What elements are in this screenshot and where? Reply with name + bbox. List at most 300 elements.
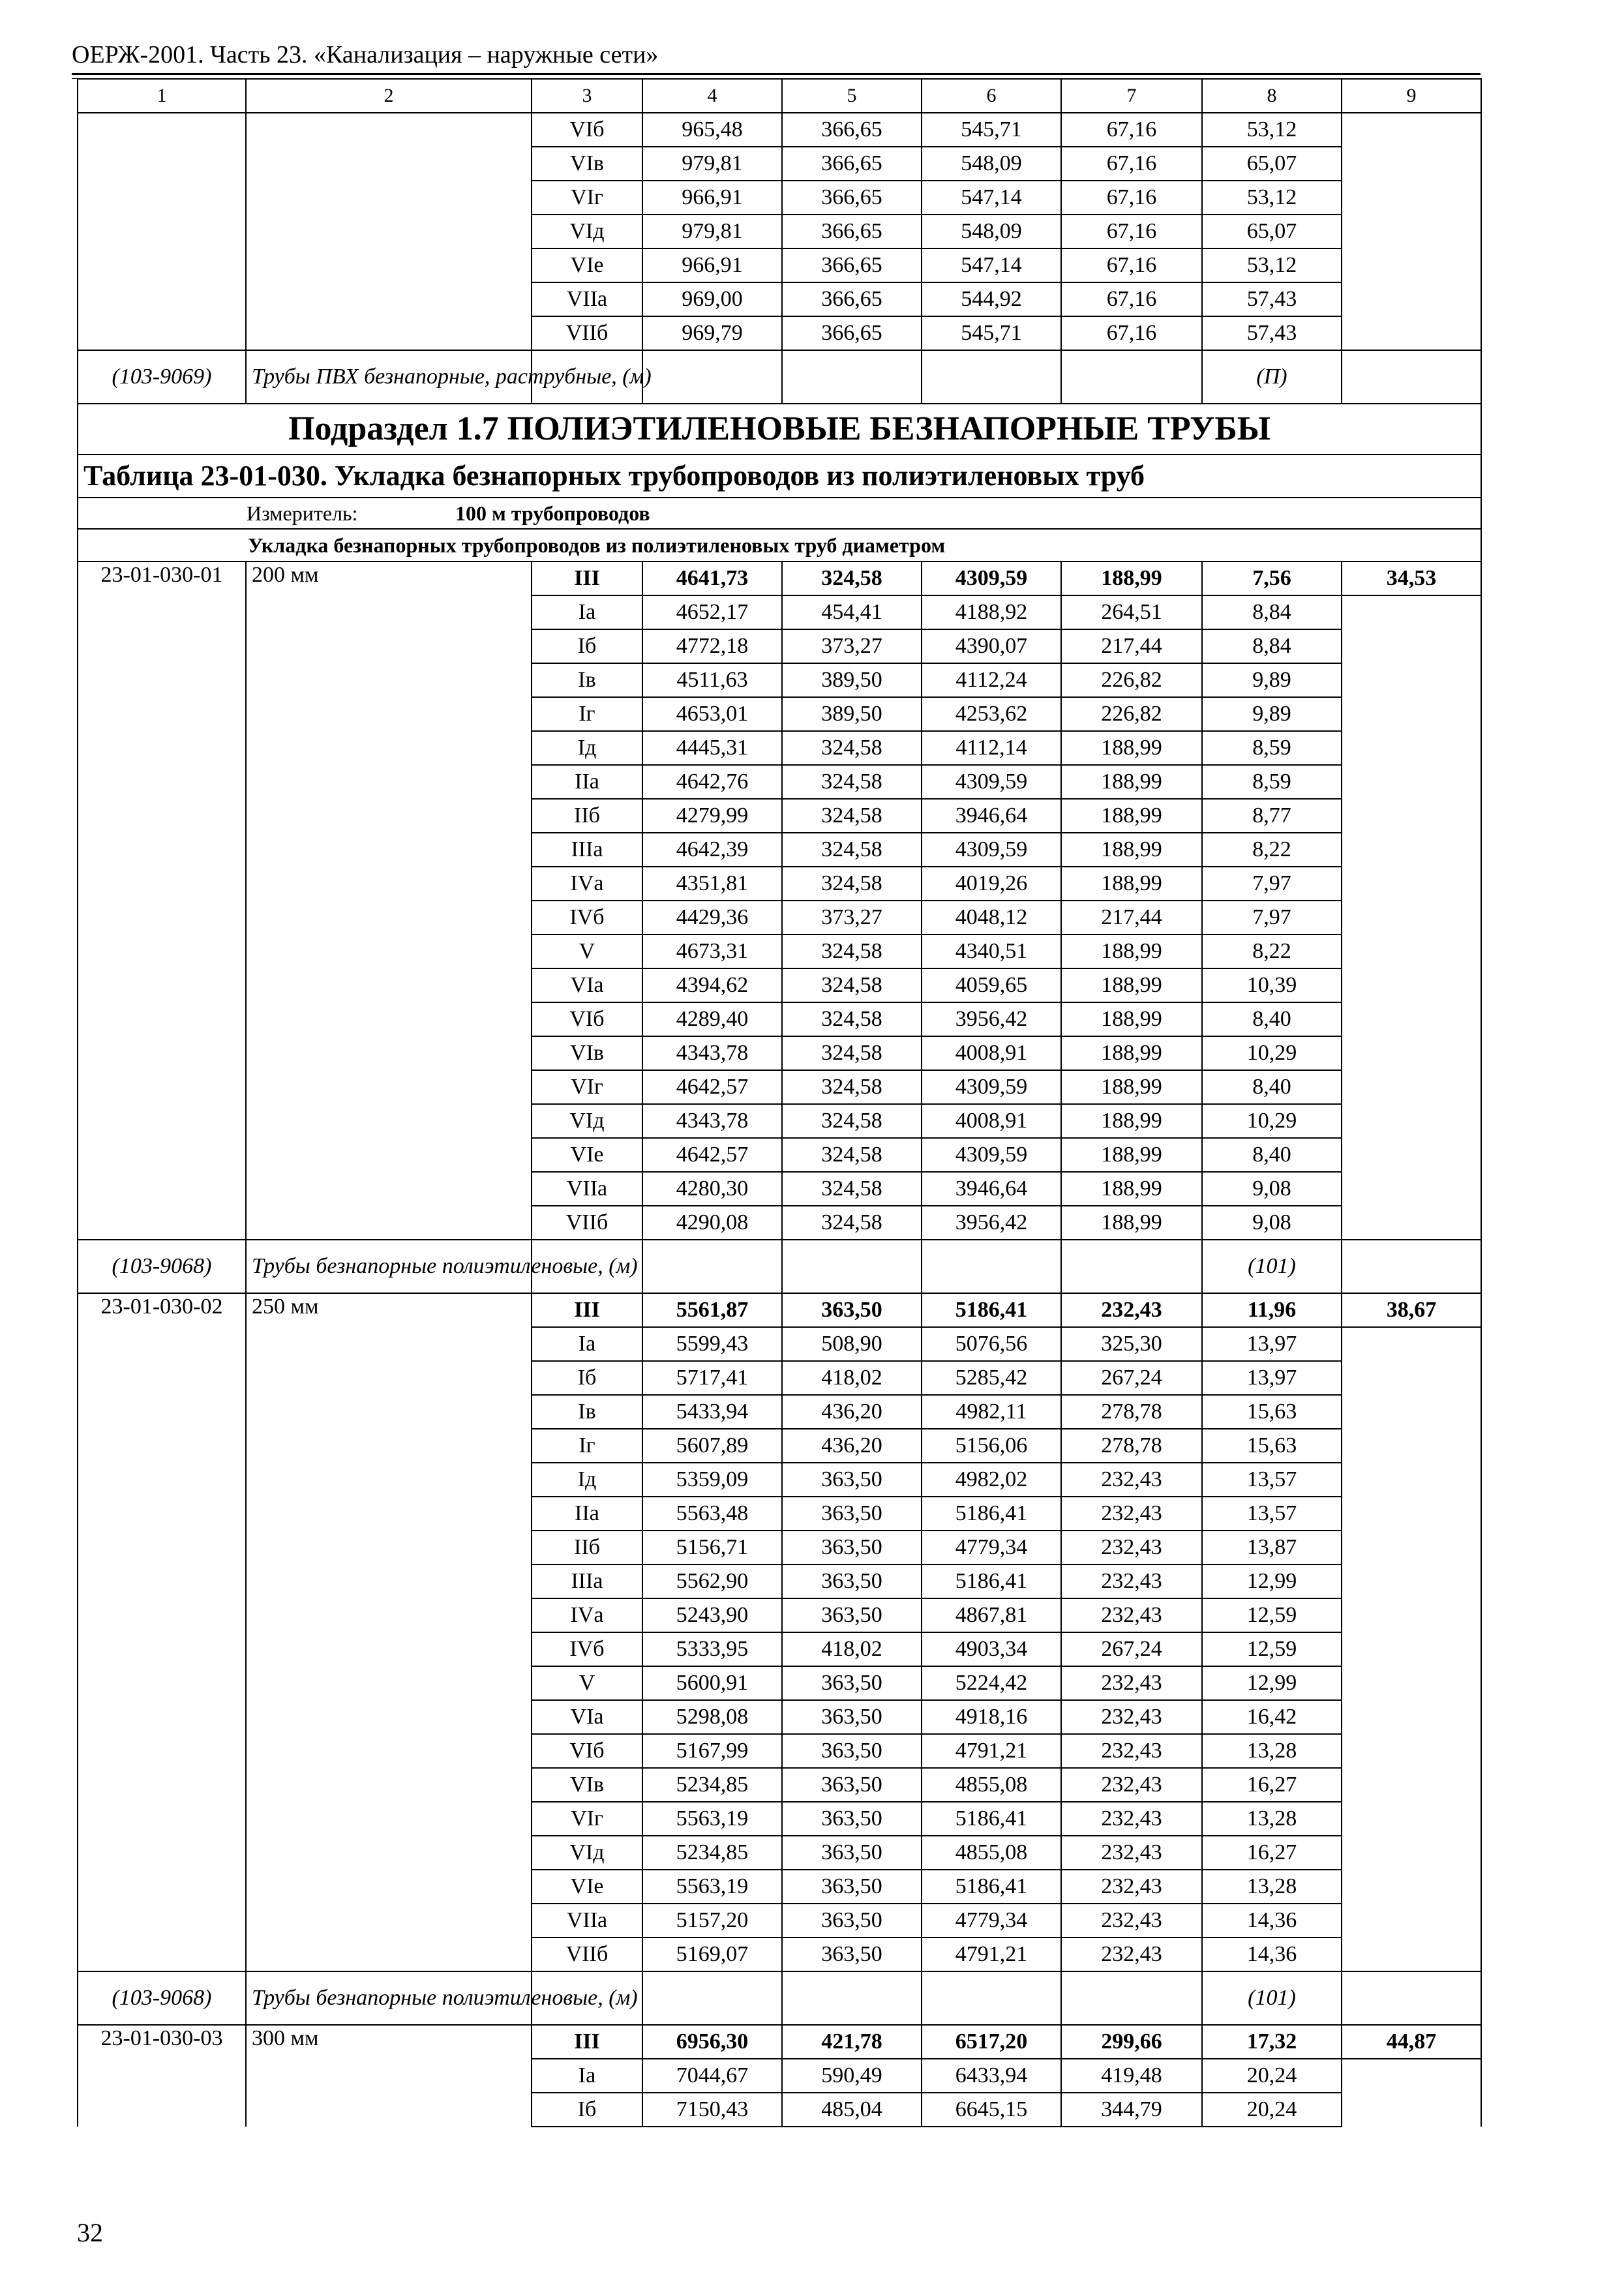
- value-cell: 4772,18: [642, 629, 782, 663]
- value-cell: 65,07: [1202, 215, 1342, 248]
- empty-cell: [1342, 595, 1481, 629]
- value-cell: 363,50: [782, 1293, 922, 1327]
- territory-cell: V: [532, 935, 642, 968]
- value-cell: 5563,48: [642, 1497, 782, 1531]
- empty-cell: [1342, 1002, 1481, 1036]
- value-cell: 11,96: [1202, 1293, 1342, 1327]
- territory-cell: VIб: [532, 1002, 642, 1036]
- value-cell: 966,91: [642, 248, 782, 282]
- value-cell: 3956,42: [922, 1002, 1061, 1036]
- value-cell: 4280,30: [642, 1172, 782, 1206]
- empty-cell: [1342, 2093, 1481, 2127]
- value-cell: 4429,36: [642, 901, 782, 935]
- value-cell: 5234,85: [642, 1768, 782, 1802]
- value-cell: 979,81: [642, 147, 782, 181]
- material-row: [78, 1240, 1481, 1293]
- territory-cell: Iа: [532, 595, 642, 629]
- empty-cell: [1342, 1598, 1481, 1632]
- territory-cell: VIIа: [532, 1172, 642, 1206]
- value-cell: 9,89: [1202, 663, 1342, 697]
- subheading: Укладка безнапорных трубопроводов из полиэтиленовых труб диаметром: [78, 529, 1481, 561]
- value-cell: 188,99: [1061, 833, 1202, 867]
- empty-cell: [782, 1240, 922, 1293]
- value-cell: 9,08: [1202, 1206, 1342, 1240]
- value-cell: 4791,21: [922, 1734, 1061, 1768]
- value-cell: 389,50: [782, 663, 922, 697]
- territory-cell: VIе: [532, 248, 642, 282]
- value-cell: 232,43: [1061, 1666, 1202, 1700]
- value-cell: 188,99: [1061, 867, 1202, 901]
- value-cell: 67,16: [1061, 316, 1202, 350]
- territory-cell: VIIб: [532, 1206, 642, 1240]
- value-cell: 5156,71: [642, 1531, 782, 1564]
- value-cell: 188,99: [1061, 799, 1202, 833]
- meter-value: 100 м трубопроводов: [455, 501, 650, 525]
- empty-cell: [1342, 1700, 1481, 1734]
- territory-cell: VIIа: [532, 282, 642, 316]
- value-cell: 324,58: [782, 968, 922, 1002]
- value-cell: 232,43: [1061, 1497, 1202, 1531]
- value-cell: 544,92: [922, 282, 1061, 316]
- value-cell: 34,53: [1342, 561, 1481, 595]
- territory-cell: Iд: [532, 1463, 642, 1497]
- value-cell: 4290,08: [642, 1206, 782, 1240]
- empty-cell: [642, 1971, 782, 2025]
- value-cell: 267,24: [1061, 1361, 1202, 1395]
- value-cell: 5234,85: [642, 1836, 782, 1870]
- value-cell: 8,40: [1202, 1002, 1342, 1036]
- value-cell: 363,50: [782, 1768, 922, 1802]
- value-cell: 324,58: [782, 1070, 922, 1104]
- territory-cell: IVб: [532, 1632, 642, 1666]
- value-cell: 324,58: [782, 1206, 922, 1240]
- empty-cell: [1342, 1395, 1481, 1429]
- value-cell: 8,40: [1202, 1138, 1342, 1172]
- value-cell: 363,50: [782, 1937, 922, 1971]
- value-cell: 232,43: [1061, 1531, 1202, 1564]
- empty-cell: [1342, 248, 1481, 282]
- value-cell: 545,71: [922, 113, 1061, 147]
- value-cell: 324,58: [782, 1172, 922, 1206]
- empty-cell: [1342, 833, 1481, 867]
- value-cell: 4048,12: [922, 901, 1061, 935]
- value-cell: 6645,15: [922, 2093, 1061, 2127]
- value-cell: 188,99: [1061, 731, 1202, 765]
- value-cell: 232,43: [1061, 1836, 1202, 1870]
- value-cell: 4642,76: [642, 765, 782, 799]
- value-cell: 232,43: [1061, 1564, 1202, 1598]
- value-cell: 4779,34: [922, 1531, 1061, 1564]
- value-cell: 363,50: [782, 1564, 922, 1598]
- value-cell: 8,84: [1202, 629, 1342, 663]
- material-row: [78, 350, 1481, 404]
- value-cell: 5561,87: [642, 1293, 782, 1327]
- value-cell: 8,59: [1202, 731, 1342, 765]
- material-name: Трубы ПВХ безнапорные, раструбные, (м): [246, 350, 532, 404]
- value-cell: 188,99: [1061, 935, 1202, 968]
- price-table: [77, 78, 1482, 2127]
- empty-cell: [1342, 1138, 1481, 1172]
- empty-cell: [1342, 1937, 1481, 1971]
- empty-cell: [1342, 1429, 1481, 1463]
- value-cell: 363,50: [782, 1700, 922, 1734]
- value-cell: 4779,34: [922, 1904, 1061, 1937]
- value-cell: 232,43: [1061, 1937, 1202, 1971]
- territory-cell: IIIа: [532, 1564, 642, 1598]
- value-cell: 13,87: [1202, 1531, 1342, 1564]
- territory-cell: VIа: [532, 1700, 642, 1734]
- territory-cell: IVб: [532, 901, 642, 935]
- territory-cell: VIг: [532, 181, 642, 215]
- value-cell: 4445,31: [642, 731, 782, 765]
- column-number: 9: [1342, 79, 1481, 113]
- value-cell: 57,43: [1202, 282, 1342, 316]
- value-cell: 17,32: [1202, 2025, 1342, 2059]
- material-name: Трубы безнапорные полиэтиленовые, (м): [246, 1971, 532, 2025]
- meter-row: [78, 498, 1481, 529]
- material-row: [78, 1971, 1481, 2025]
- material-name: Трубы безнапорные полиэтиленовые, (м): [246, 1240, 532, 1293]
- value-cell: 188,99: [1061, 561, 1202, 595]
- value-cell: 4019,26: [922, 867, 1061, 901]
- territory-cell: Iг: [532, 697, 642, 731]
- value-cell: 232,43: [1061, 1904, 1202, 1937]
- value-cell: 53,12: [1202, 181, 1342, 215]
- empty-cell: [922, 1240, 1061, 1293]
- column-number-row: [78, 79, 1481, 113]
- value-cell: 4309,59: [922, 1138, 1061, 1172]
- value-cell: 4867,81: [922, 1598, 1061, 1632]
- empty-cell: [1061, 1240, 1202, 1293]
- value-cell: 4653,01: [642, 697, 782, 731]
- value-cell: 217,44: [1061, 901, 1202, 935]
- empty-cell: [1342, 113, 1481, 147]
- value-cell: 366,65: [782, 181, 922, 215]
- value-cell: 965,48: [642, 113, 782, 147]
- value-cell: 366,65: [782, 215, 922, 248]
- empty-cell: [1342, 731, 1481, 765]
- value-cell: 232,43: [1061, 1734, 1202, 1768]
- value-cell: 5717,41: [642, 1361, 782, 1395]
- empty-cell: [1342, 1904, 1481, 1937]
- value-cell: 4791,21: [922, 1937, 1061, 1971]
- value-cell: 8,77: [1202, 799, 1342, 833]
- territory-cell: VIIб: [532, 316, 642, 350]
- column-number: 7: [1061, 79, 1202, 113]
- group-main-row: [78, 2025, 1481, 2059]
- value-cell: 20,24: [1202, 2059, 1342, 2093]
- territory-cell: V: [532, 1666, 642, 1700]
- value-cell: 547,14: [922, 248, 1061, 282]
- value-cell: 278,78: [1061, 1429, 1202, 1463]
- page-number: 32: [77, 2218, 103, 2247]
- value-cell: 53,12: [1202, 248, 1342, 282]
- value-cell: 15,63: [1202, 1395, 1342, 1429]
- column-number: 1: [78, 79, 246, 113]
- value-cell: 548,09: [922, 147, 1061, 181]
- empty-cell: [1342, 1632, 1481, 1666]
- value-cell: 545,71: [922, 316, 1061, 350]
- value-cell: 8,40: [1202, 1070, 1342, 1104]
- empty-cell: [1342, 935, 1481, 968]
- value-cell: 5169,07: [642, 1937, 782, 1971]
- value-cell: 267,24: [1061, 1632, 1202, 1666]
- value-cell: 363,50: [782, 1836, 922, 1870]
- value-cell: 299,66: [1061, 2025, 1202, 2059]
- value-cell: 8,22: [1202, 935, 1342, 968]
- value-cell: 373,27: [782, 629, 922, 663]
- empty-cell: [1342, 799, 1481, 833]
- value-cell: 13,97: [1202, 1327, 1342, 1361]
- territory-cell: Iв: [532, 1395, 642, 1429]
- column-number: 3: [532, 79, 642, 113]
- territory-cell: Iб: [532, 1361, 642, 1395]
- column-number: 6: [922, 79, 1061, 113]
- value-cell: 5186,41: [922, 1870, 1061, 1904]
- value-cell: 324,58: [782, 561, 922, 595]
- value-cell: 324,58: [782, 935, 922, 968]
- empty-cell: [922, 1971, 1061, 2025]
- value-cell: 969,79: [642, 316, 782, 350]
- value-cell: 38,67: [1342, 1293, 1481, 1327]
- group-main-row: [78, 1293, 1481, 1327]
- value-cell: 14,36: [1202, 1937, 1342, 1971]
- value-cell: 5563,19: [642, 1870, 782, 1904]
- value-cell: 4289,40: [642, 1002, 782, 1036]
- group-main-row: [78, 561, 1481, 595]
- empty-cell: [1342, 968, 1481, 1002]
- value-cell: 4343,78: [642, 1036, 782, 1070]
- empty-cell: [1342, 1768, 1481, 1802]
- empty-cell: [1342, 1802, 1481, 1836]
- group-name: 300 мм: [246, 2025, 532, 2127]
- territory-cell: VIд: [532, 1836, 642, 1870]
- value-cell: 4059,65: [922, 968, 1061, 1002]
- territory-cell: IIб: [532, 799, 642, 833]
- value-cell: 16,27: [1202, 1768, 1342, 1802]
- value-cell: 8,59: [1202, 765, 1342, 799]
- value-cell: 363,50: [782, 1598, 922, 1632]
- code-cell: [78, 113, 246, 350]
- empty-cell: [1342, 867, 1481, 901]
- value-cell: 232,43: [1061, 1768, 1202, 1802]
- value-cell: 324,58: [782, 1138, 922, 1172]
- table-title: Таблица 23-01-030. Укладка безнапорных трубопроводов из полиэтиленовых труб: [78, 455, 1481, 498]
- empty-cell: [1342, 316, 1481, 350]
- group-code: 23-01-030-03: [78, 2025, 246, 2127]
- value-cell: 188,99: [1061, 1206, 1202, 1240]
- value-cell: 4903,34: [922, 1632, 1061, 1666]
- empty-cell: [1342, 1564, 1481, 1598]
- column-number: 2: [246, 79, 532, 113]
- territory-cell: VIIа: [532, 1904, 642, 1937]
- territory-cell: VIIб: [532, 1937, 642, 1971]
- value-cell: 232,43: [1061, 1598, 1202, 1632]
- value-cell: 4642,57: [642, 1070, 782, 1104]
- value-cell: 4279,99: [642, 799, 782, 833]
- column-number: 8: [1202, 79, 1342, 113]
- value-cell: 67,16: [1061, 248, 1202, 282]
- value-cell: 324,58: [782, 799, 922, 833]
- empty-cell: [1342, 282, 1481, 316]
- value-cell: 14,36: [1202, 1904, 1342, 1937]
- empty-cell: [1342, 215, 1481, 248]
- empty-cell: [1342, 629, 1481, 663]
- material-norm: (101): [1202, 1240, 1342, 1293]
- value-cell: 4642,39: [642, 833, 782, 867]
- value-cell: 232,43: [1061, 1700, 1202, 1734]
- value-cell: 13,57: [1202, 1497, 1342, 1531]
- value-cell: 363,50: [782, 1904, 922, 1937]
- material-norm: (101): [1202, 1971, 1342, 2025]
- value-cell: 3956,42: [922, 1206, 1061, 1240]
- value-cell: 4253,62: [922, 697, 1061, 731]
- territory-cell: VIе: [532, 1138, 642, 1172]
- value-cell: 6433,94: [922, 2059, 1061, 2093]
- territory-cell: IVа: [532, 867, 642, 901]
- value-cell: 5224,42: [922, 1666, 1061, 1700]
- value-cell: 13,28: [1202, 1802, 1342, 1836]
- value-cell: 67,16: [1061, 181, 1202, 215]
- value-cell: 5167,99: [642, 1734, 782, 1768]
- empty-cell: [1061, 1971, 1202, 2025]
- value-cell: 57,43: [1202, 316, 1342, 350]
- territory-cell: VIв: [532, 1768, 642, 1802]
- territory-cell: IVа: [532, 1598, 642, 1632]
- value-cell: 188,99: [1061, 1172, 1202, 1206]
- value-cell: 232,43: [1061, 1293, 1202, 1327]
- value-cell: 264,51: [1061, 595, 1202, 629]
- value-cell: 278,78: [1061, 1395, 1202, 1429]
- value-cell: 5076,56: [922, 1327, 1061, 1361]
- value-cell: 366,65: [782, 147, 922, 181]
- value-cell: 4309,59: [922, 765, 1061, 799]
- value-cell: 4982,11: [922, 1395, 1061, 1429]
- value-cell: 232,43: [1061, 1463, 1202, 1497]
- empty-cell: [642, 1240, 782, 1293]
- material-code: (103-9069): [78, 350, 246, 404]
- territory-cell: Iв: [532, 663, 642, 697]
- territory-cell: Iа: [532, 1327, 642, 1361]
- value-cell: 9,08: [1202, 1172, 1342, 1206]
- value-cell: 10,39: [1202, 968, 1342, 1002]
- material-code: (103-9068): [78, 1971, 246, 2025]
- value-cell: 5156,06: [922, 1429, 1061, 1463]
- territory-cell: VIв: [532, 147, 642, 181]
- value-cell: 13,28: [1202, 1734, 1342, 1768]
- value-cell: 363,50: [782, 1802, 922, 1836]
- value-cell: 3946,64: [922, 1172, 1061, 1206]
- territory-cell: VIб: [532, 1734, 642, 1768]
- value-cell: 188,99: [1061, 968, 1202, 1002]
- value-cell: 10,29: [1202, 1036, 1342, 1070]
- territory-cell: Iа: [532, 2059, 642, 2093]
- value-cell: 9,89: [1202, 697, 1342, 731]
- value-cell: 547,14: [922, 181, 1061, 215]
- value-cell: 188,99: [1061, 765, 1202, 799]
- empty-cell: [1342, 697, 1481, 731]
- value-cell: 363,50: [782, 1666, 922, 1700]
- territory-cell: IIIа: [532, 833, 642, 867]
- value-cell: 13,57: [1202, 1463, 1342, 1497]
- value-cell: 12,99: [1202, 1564, 1342, 1598]
- value-cell: 389,50: [782, 697, 922, 731]
- value-cell: 344,79: [1061, 2093, 1202, 2127]
- value-cell: 7,97: [1202, 867, 1342, 901]
- territory-cell: III: [532, 1293, 642, 1327]
- value-cell: 226,82: [1061, 663, 1202, 697]
- value-cell: 419,48: [1061, 2059, 1202, 2093]
- group-name: 200 мм: [246, 561, 532, 1240]
- value-cell: 366,65: [782, 282, 922, 316]
- empty-cell: [1342, 1836, 1481, 1870]
- value-cell: 325,30: [1061, 1327, 1202, 1361]
- value-cell: 5186,41: [922, 1802, 1061, 1836]
- territory-cell: III: [532, 561, 642, 595]
- value-cell: 67,16: [1061, 147, 1202, 181]
- value-cell: 44,87: [1342, 2025, 1481, 2059]
- value-cell: 966,91: [642, 181, 782, 215]
- value-cell: 6956,30: [642, 2025, 782, 2059]
- value-cell: 373,27: [782, 901, 922, 935]
- value-cell: 8,84: [1202, 595, 1342, 629]
- empty-cell: [1342, 1497, 1481, 1531]
- empty-cell: [1342, 1870, 1481, 1904]
- value-cell: 4982,02: [922, 1463, 1061, 1497]
- empty-cell: [1342, 2059, 1481, 2093]
- value-cell: 4343,78: [642, 1104, 782, 1138]
- group-code: 23-01-030-01: [78, 561, 246, 1240]
- value-cell: 5298,08: [642, 1700, 782, 1734]
- value-cell: 4511,63: [642, 663, 782, 697]
- meter-label: Измеритель:: [247, 501, 358, 525]
- price-table-body: [78, 79, 1481, 2127]
- territory-cell: VIг: [532, 1070, 642, 1104]
- value-cell: 4390,07: [922, 629, 1061, 663]
- page-header: [72, 40, 1481, 75]
- value-cell: 12,59: [1202, 1598, 1342, 1632]
- value-cell: 20,24: [1202, 2093, 1342, 2127]
- value-cell: 3946,64: [922, 799, 1061, 833]
- value-cell: 418,02: [782, 1632, 922, 1666]
- column-number: 4: [642, 79, 782, 113]
- value-cell: 5333,95: [642, 1632, 782, 1666]
- territory-cell: VIд: [532, 1104, 642, 1138]
- territory-cell: VIб: [532, 113, 642, 147]
- value-cell: 4340,51: [922, 935, 1061, 968]
- material-code: (103-9068): [78, 1240, 246, 1293]
- value-cell: 4652,17: [642, 595, 782, 629]
- value-cell: 969,00: [642, 282, 782, 316]
- empty-cell: [1342, 1327, 1481, 1361]
- meter-cell: [78, 498, 1481, 529]
- empty-cell: [1342, 350, 1481, 404]
- value-cell: 4309,59: [922, 833, 1061, 867]
- value-cell: 418,02: [782, 1361, 922, 1395]
- value-cell: 5186,41: [922, 1497, 1061, 1531]
- value-cell: 12,99: [1202, 1666, 1342, 1700]
- value-cell: 4112,24: [922, 663, 1061, 697]
- territory-cell: Iб: [532, 629, 642, 663]
- value-cell: 5607,89: [642, 1429, 782, 1463]
- empty-cell: [1342, 1240, 1481, 1293]
- value-cell: 188,99: [1061, 1070, 1202, 1104]
- value-cell: 979,81: [642, 215, 782, 248]
- value-cell: 363,50: [782, 1870, 922, 1904]
- value-cell: 53,12: [1202, 113, 1342, 147]
- value-cell: 324,58: [782, 867, 922, 901]
- territory-cell: IIа: [532, 765, 642, 799]
